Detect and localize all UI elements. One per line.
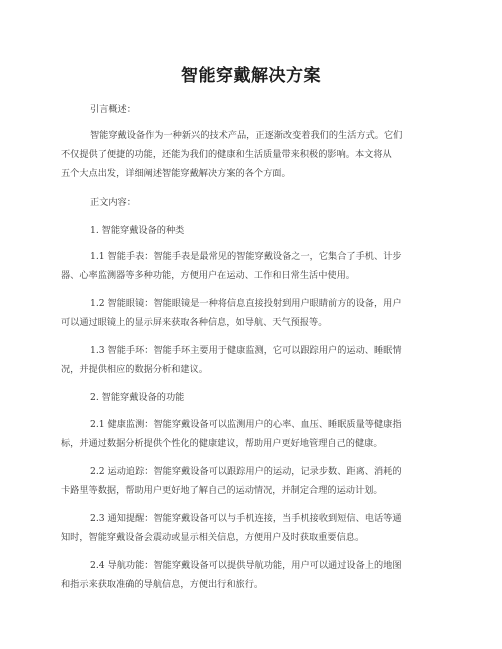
page-title: 智能穿戴解决方案 bbox=[181, 66, 321, 86]
intro-label: 引言概述： bbox=[90, 104, 136, 115]
section-2-1-line-2: 标，并通过数据分析提供个性化的健康建议，帮助用户更好地管理自己的健康。 bbox=[61, 438, 383, 449]
section-1-heading: 1. 智能穿戴设备的种类 bbox=[90, 225, 185, 236]
section-1-1-line-1: 1.1 智能手表：智能手表是最常见的智能穿戴设备之一，它集合了手机、计步 bbox=[90, 251, 402, 262]
section-1-2-line-2: 可以通过眼镜上的显示屏来获取各种信息，如导航、天气预报等。 bbox=[61, 317, 328, 328]
section-2-heading: 2. 智能穿戴设备的功能 bbox=[90, 392, 185, 403]
section-2-3-line-1: 2.3 通知提醒：智能穿戴设备可以与手机连接，当手机接收到短信、电话等通 bbox=[90, 513, 402, 524]
section-2-4-line-1: 2.4 导航功能：智能穿戴设备可以提供导航功能，用户可以通过设备上的地图 bbox=[90, 560, 402, 571]
section-1-3-line-1: 1.3 智能手环：智能手环主要用于健康监测，它可以跟踪用户的运动、睡眠情 bbox=[90, 345, 402, 356]
section-2-3-line-2: 知时，智能穿戴设备会震动或显示相关信息，方便用户及时获取重要信息。 bbox=[61, 532, 365, 543]
intro-line-3: 五个大点出发，详细阐述智能穿戴解决方案的各个方面。 bbox=[61, 168, 291, 179]
intro-line-1: 智能穿戴设备作为一种新兴的技术产品，正逐渐改变着我们的生活方式。它们 bbox=[90, 130, 403, 141]
section-1-1-line-2: 器、心率监测器等多种功能，方便用户在运动、工作和日常生活中使用。 bbox=[61, 270, 355, 281]
section-2-2-line-2: 卡路里等数据，帮助用户更好地了解自己的运动情况，并制定合理的运动计划。 bbox=[61, 485, 383, 496]
section-1-2-line-1: 1.2 智能眼镜：智能眼镜是一种将信息直接投射到用户眼睛前方的设备，用户 bbox=[90, 298, 402, 309]
section-1-3-line-2: 况，并提供相应的数据分析和建议。 bbox=[61, 364, 208, 375]
section-2-4-line-2: 和指示来获取准确的导航信息，方便出行和旅行。 bbox=[61, 579, 264, 590]
body-label: 正文内容： bbox=[90, 197, 136, 208]
intro-line-2: 不仅提供了便捷的功能，还能为我们的健康和生活质量带来积极的影响。本文将从 bbox=[61, 149, 392, 160]
section-2-1-line-1: 2.1 健康监测：智能穿戴设备可以监测用户的心率、血压、睡眠质量等健康指 bbox=[90, 419, 402, 430]
section-2-2-line-1: 2.2 运动追踪：智能穿戴设备可以跟踪用户的运动，记录步数、距离、消耗的 bbox=[90, 466, 402, 477]
